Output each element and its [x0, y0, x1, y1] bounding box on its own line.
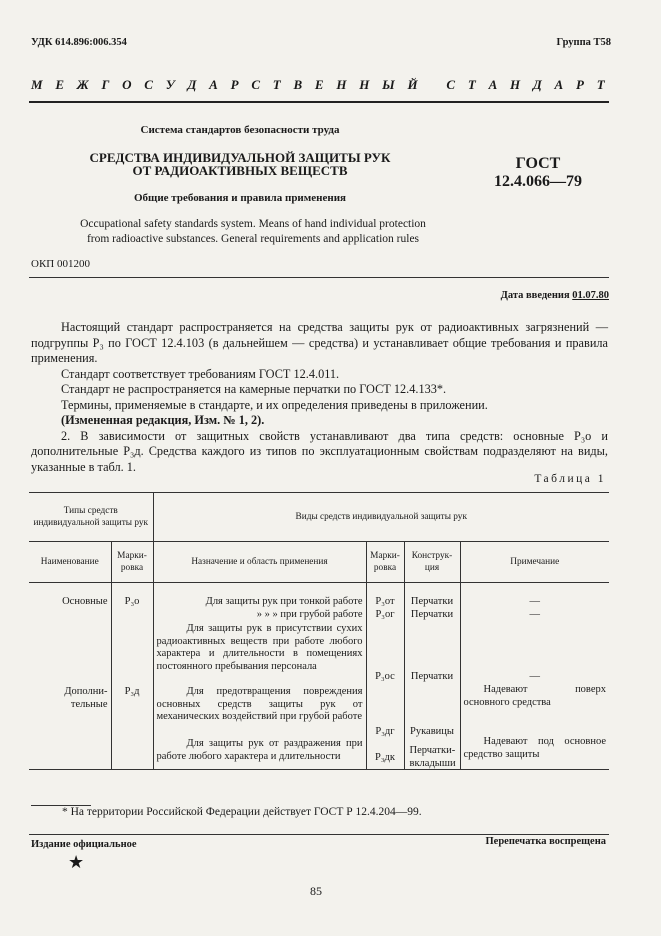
- table-head-row: [29, 493, 609, 542]
- design-gloves: Перчатки: [410, 596, 454, 607]
- udk-code: УДК 614.896:006.354: [31, 37, 127, 48]
- note-dash: —: [529, 609, 540, 620]
- mark-dry: Р₃ос: [375, 671, 395, 682]
- paragraph-types: 2. В зависимости от защитных свойств устанавливают два типа средств: основные Р₃о и дополнительные Р₃д. Средства каждого из типов по эксплуатационным свойствам подразделяют на виды, указанные в табл. 1.: [31, 428, 608, 474]
- col-design: Конструк-ция: [404, 542, 460, 583]
- type-main-mark: Р₃о: [124, 596, 140, 607]
- mark-fine: Р₃от: [375, 596, 395, 607]
- col-mark2: Марки-ровка: [366, 542, 404, 583]
- footnote: * На территории Российской Федерации действует ГОСТ Р 12.4.204—99.: [62, 806, 422, 818]
- banner-letter: Й: [407, 77, 420, 92]
- type-additional-line: Дополни-: [64, 686, 108, 697]
- banner-letter: Н: [359, 77, 372, 92]
- star-icon: ★: [68, 852, 85, 872]
- mark-mechanical: Р₃дг: [375, 726, 395, 737]
- col-purpose: Назначение и область применения: [153, 542, 366, 583]
- banner-letter: С: [251, 77, 262, 92]
- document-subtitle: Общие требования и правила применения: [133, 192, 346, 204]
- purpose-mechanical: Для предотвращения повреждения основных средств защиты рук от механических воздействий при грубой работе: [156, 686, 363, 722]
- banner-letter: Д: [532, 77, 544, 92]
- footer-rule: [29, 834, 609, 835]
- banner-letter: А: [209, 77, 220, 92]
- gost-label: ГОСТ: [515, 155, 561, 172]
- gost-designation: [488, 155, 588, 191]
- english-title: [48, 217, 458, 247]
- col-note: Примечание: [460, 542, 609, 583]
- okp-rule: [29, 277, 609, 278]
- banner-letter: Ж: [76, 77, 91, 92]
- purpose-dry-substances: Для защиты рук в присутствии сухих радиоактивных веществ при работе любого характера и длительности в помещениях постоянного пребывания персонала: [156, 623, 363, 672]
- banner-letter: Е: [55, 77, 66, 92]
- protection-types-table: [29, 492, 609, 770]
- type-additional: [32, 686, 108, 711]
- banner-rule: [29, 101, 609, 103]
- introduction-date: [501, 290, 609, 301]
- purpose-fine-work: Для защиты рук при тонкой работе: [205, 596, 363, 607]
- table-row: [29, 583, 609, 770]
- banner-letter: Г: [101, 77, 112, 92]
- date-value: 01.07.80: [572, 290, 609, 301]
- banner-letter: Т: [272, 77, 283, 92]
- paragraph-exclusion: Стандарт не распространяется на камерные перчатки по ГОСТ 12.4.133*.: [61, 382, 447, 396]
- banner-letter: Н: [510, 77, 523, 92]
- reprint-prohibited: Перепечатка воспрещена: [485, 836, 606, 847]
- mark-irritation: Р₃дк: [375, 752, 395, 763]
- group-code: Группа Т58: [556, 37, 611, 48]
- banner-letter: Н: [336, 77, 349, 92]
- col-mark: Марки-ровка: [111, 542, 153, 583]
- date-label: Дата введения: [500, 290, 570, 301]
- banner-letter: С: [446, 77, 458, 92]
- okp-code: ОКП 001200: [31, 258, 90, 270]
- standard-banner: [31, 77, 607, 93]
- banner-letter: Р: [230, 77, 241, 92]
- note-over-main: Надевают поверх основного средства: [463, 684, 606, 708]
- official-edition: Издание официальное: [31, 839, 137, 850]
- banner-letter: С: [144, 77, 155, 92]
- table-caption: Таблица 1: [534, 473, 606, 485]
- note-under-main: Надевают под основное средство защиты: [463, 736, 606, 760]
- purpose-rough-work: » » » при грубой работе: [256, 609, 363, 620]
- purpose-irritation: Для защиты рук от раздражения при работе любого характера и длительности: [156, 738, 363, 762]
- title-line: ОТ РАДИОАКТИВНЫХ ВЕЩЕСТВ: [132, 163, 348, 178]
- banner-letter: А: [488, 77, 500, 92]
- banner-letter: Ы: [382, 77, 397, 92]
- type-additional-line: тельные: [70, 698, 108, 710]
- banner-letter: У: [165, 77, 177, 92]
- title-line: СРЕДСТВА ИНДИВИДУАЛЬНОЙ ЗАЩИТЫ РУК: [89, 150, 391, 165]
- banner-letter: Т: [467, 77, 478, 92]
- document-title: [60, 151, 420, 177]
- paragraph-scope: Настоящий стандарт распространяется на средства защиты рук от радиоактивных загрязнений — подгруппы Р₃ по ГОСТ 12.4.103 (в дальнейшем — средства) и устанавливает общие требования и правила применения.: [31, 320, 608, 365]
- note-dash: —: [529, 671, 540, 682]
- banner-letter: О: [122, 77, 134, 92]
- paragraph-compliance: Стандарт соответствует требованиям ГОСТ 12.4.011.: [61, 366, 340, 381]
- head-types: Типы средств индивидуальной защиты рук: [29, 493, 153, 542]
- design-liner-gloves: Перчатки-вкладыши: [409, 745, 456, 769]
- page-number: 85: [310, 884, 322, 898]
- table-head-row: [29, 542, 609, 583]
- paragraph-terms: Термины, применяемые в стандарте, и их определения приведены в приложении.: [61, 397, 488, 412]
- design-mittens: Рукавицы: [410, 726, 454, 737]
- english-title-line: Occupational safety standards system. Means of hand individual protection: [80, 218, 426, 230]
- type-main: Основные: [62, 596, 108, 607]
- design-gloves: Перчатки: [410, 609, 454, 620]
- gost-number: 12.4.066—79: [494, 173, 582, 190]
- banner-letter: Д: [187, 77, 199, 92]
- banner-letter: М: [31, 77, 45, 92]
- mark-rough: Р₃ог: [375, 609, 395, 620]
- banner-letter: Р: [575, 77, 586, 92]
- banner-gap: [430, 77, 435, 93]
- col-name: Наименование: [29, 542, 111, 583]
- banner-letter: В: [293, 77, 305, 92]
- english-title-line: from radioactive substances. General requirements and application rules: [86, 233, 420, 245]
- standards-series: Система стандартов безопасности труда: [140, 124, 340, 136]
- note-dash: —: [529, 596, 540, 607]
- banner-letter: Т: [596, 77, 607, 92]
- banner-letter: Е: [314, 77, 326, 92]
- body-text: [31, 320, 608, 475]
- paragraph-amendment: (Измененная редакция, Изм. № 1, 2).: [61, 413, 265, 427]
- design-gloves: Перчатки: [410, 671, 454, 682]
- type-additional-mark: Р₃д: [124, 686, 140, 697]
- head-kinds: Виды средств индивидуальной защиты рук: [153, 493, 609, 542]
- banner-letter: А: [554, 77, 566, 92]
